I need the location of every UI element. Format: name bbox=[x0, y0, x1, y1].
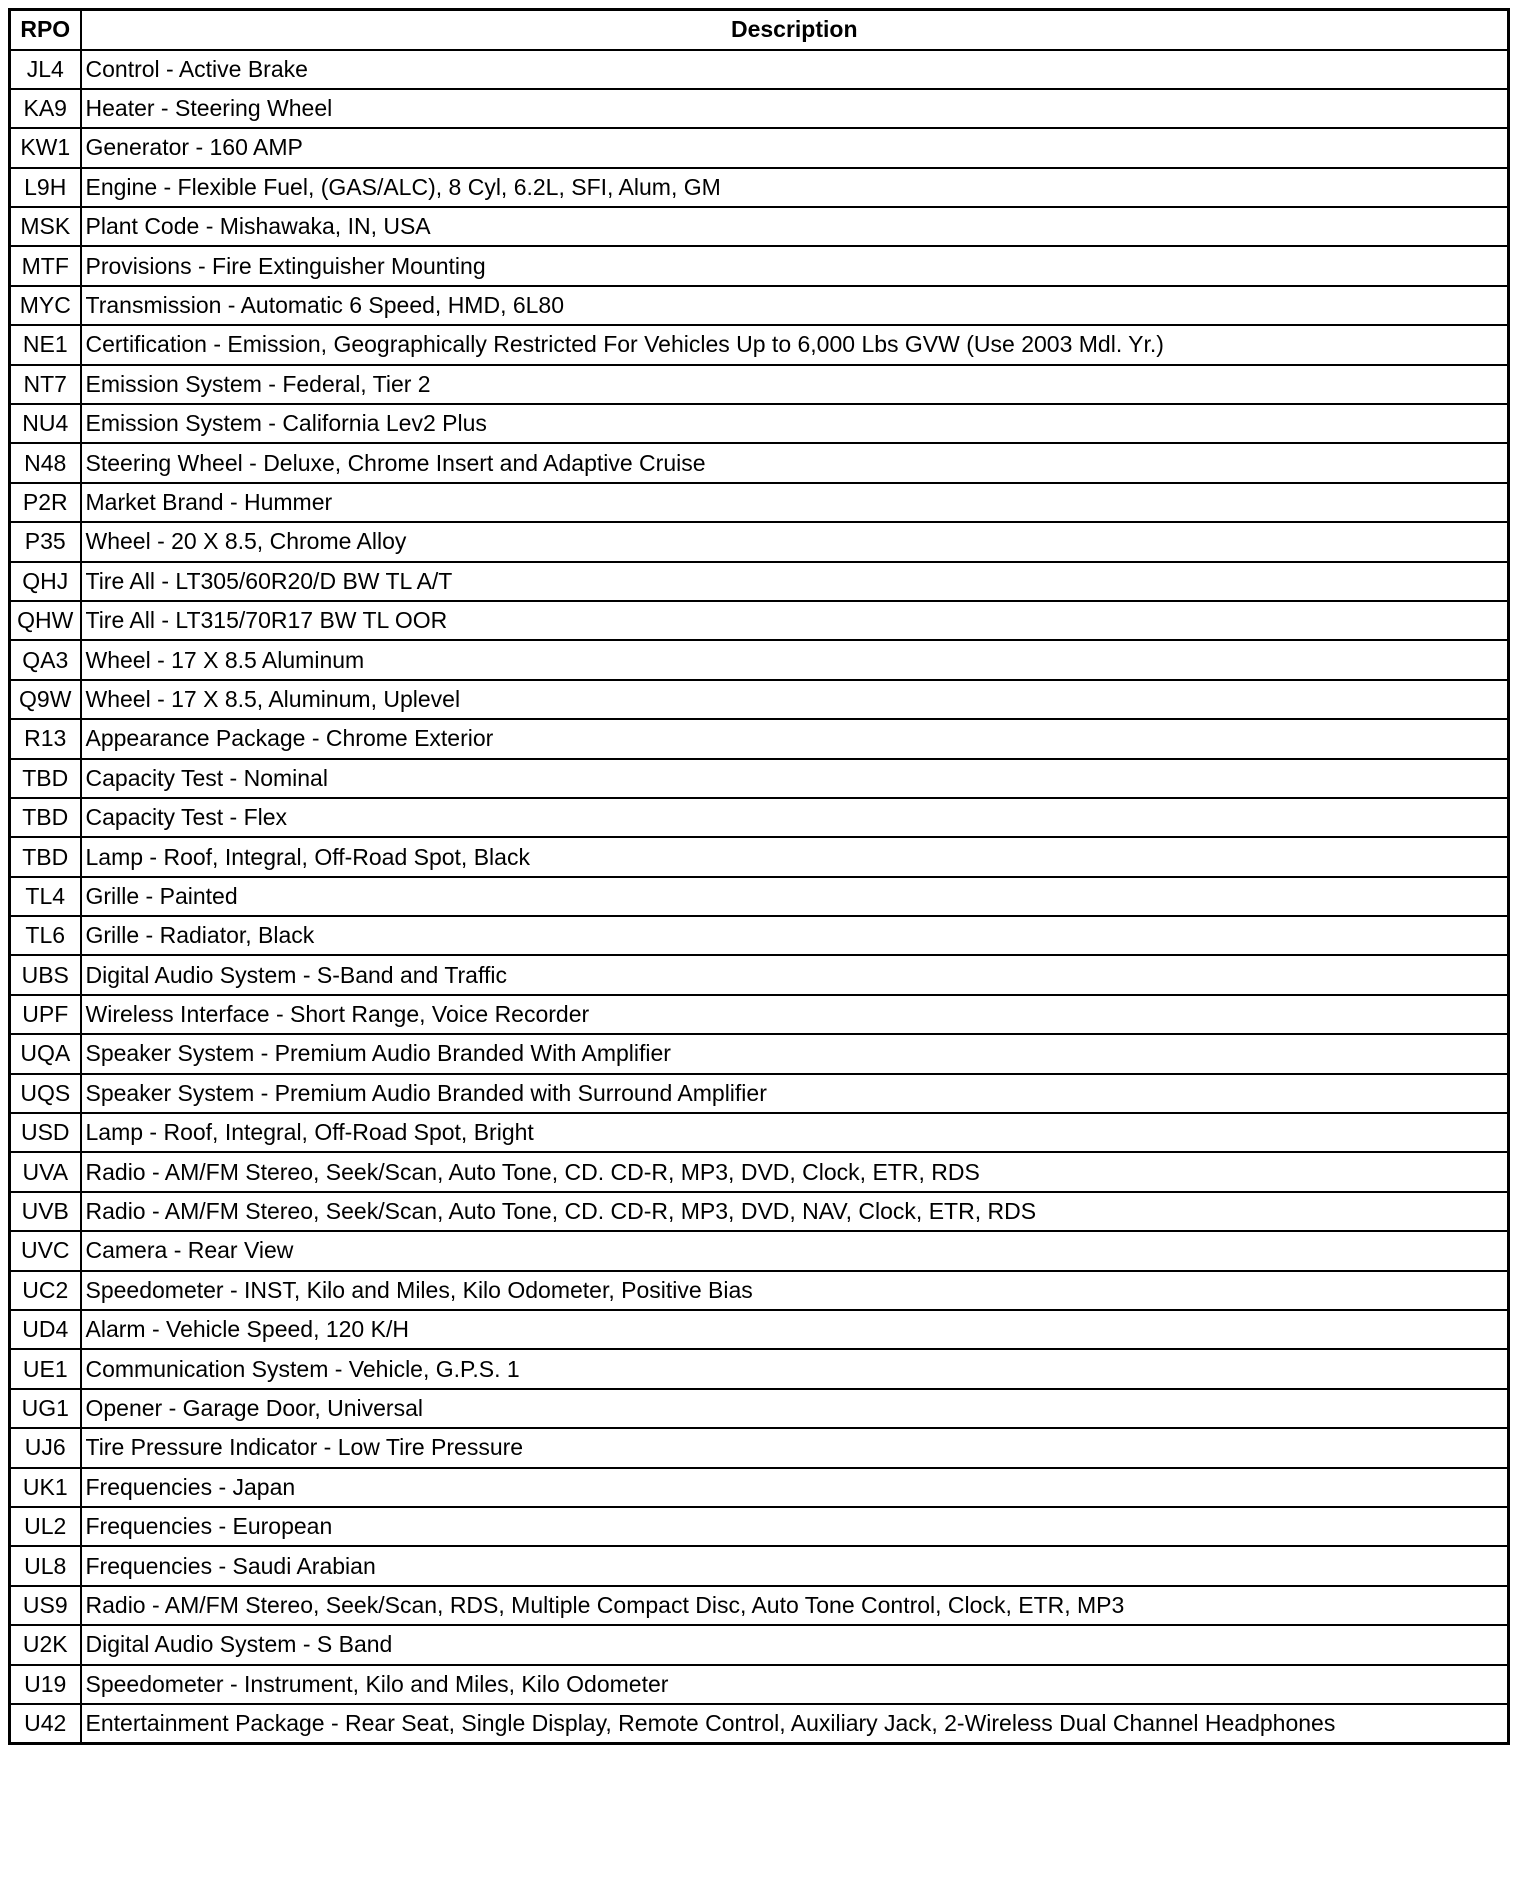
description-cell: Engine - Flexible Fuel, (GAS/ALC), 8 Cyl, 6.2L, SFI, Alum, GM bbox=[81, 168, 1509, 207]
rpo-code-cell: UK1 bbox=[10, 1468, 81, 1507]
description-cell: Tire All - LT315/70R17 BW TL OOR bbox=[81, 601, 1509, 640]
table-row bbox=[10, 286, 1509, 325]
rpo-code-cell: KW1 bbox=[10, 128, 81, 167]
description-cell: Transmission - Automatic 6 Speed, HMD, 6L80 bbox=[81, 286, 1509, 325]
description-cell: Market Brand - Hummer bbox=[81, 483, 1509, 522]
description-cell: Communication System - Vehicle, G.P.S. 1 bbox=[81, 1349, 1509, 1388]
table-row bbox=[10, 1586, 1509, 1625]
description-cell: Alarm - Vehicle Speed, 120 K/H bbox=[81, 1310, 1509, 1349]
table-row bbox=[10, 1546, 1509, 1585]
rpo-code-cell: QHW bbox=[10, 601, 81, 640]
rpo-code-cell: UJ6 bbox=[10, 1428, 81, 1467]
table-row bbox=[10, 89, 1509, 128]
rpo-code-cell: JL4 bbox=[10, 50, 81, 89]
table-body bbox=[10, 50, 1509, 1744]
rpo-code-cell: L9H bbox=[10, 168, 81, 207]
rpo-code-cell: UVB bbox=[10, 1192, 81, 1231]
description-cell: Speaker System - Premium Audio Branded with Surround Amplifier bbox=[81, 1074, 1509, 1113]
table-row bbox=[10, 1074, 1509, 1113]
rpo-code-cell: TBD bbox=[10, 837, 81, 876]
table-row bbox=[10, 955, 1509, 994]
table-row bbox=[10, 1231, 1509, 1270]
table-row bbox=[10, 562, 1509, 601]
description-cell: Generator - 160 AMP bbox=[81, 128, 1509, 167]
description-cell: Appearance Package - Chrome Exterior bbox=[81, 719, 1509, 758]
description-cell: Steering Wheel - Deluxe, Chrome Insert and Adaptive Cruise bbox=[81, 443, 1509, 482]
description-cell: Camera - Rear View bbox=[81, 1231, 1509, 1270]
description-cell: Frequencies - Japan bbox=[81, 1468, 1509, 1507]
rpo-code-cell: U2K bbox=[10, 1625, 81, 1664]
rpo-code-cell: UG1 bbox=[10, 1389, 81, 1428]
rpo-code-cell: KA9 bbox=[10, 89, 81, 128]
rpo-code-cell: QA3 bbox=[10, 640, 81, 679]
description-cell: Provisions - Fire Extinguisher Mounting bbox=[81, 246, 1509, 285]
rpo-code-cell: TL4 bbox=[10, 877, 81, 916]
table-row bbox=[10, 483, 1509, 522]
rpo-code-cell: TBD bbox=[10, 759, 81, 798]
description-cell: Radio - AM/FM Stereo, Seek/Scan, Auto Tone, CD. CD-R, MP3, DVD, NAV, Clock, ETR, RDS bbox=[81, 1192, 1509, 1231]
description-cell: Lamp - Roof, Integral, Off-Road Spot, Bright bbox=[81, 1113, 1509, 1152]
rpo-code-cell: UE1 bbox=[10, 1349, 81, 1388]
rpo-code-cell: UL8 bbox=[10, 1546, 81, 1585]
table-row bbox=[10, 1310, 1509, 1349]
rpo-code-cell: UD4 bbox=[10, 1310, 81, 1349]
rpo-code-cell: UBS bbox=[10, 955, 81, 994]
table-row bbox=[10, 759, 1509, 798]
table-row bbox=[10, 1507, 1509, 1546]
table-row bbox=[10, 1665, 1509, 1704]
rpo-code-cell: UVC bbox=[10, 1231, 81, 1270]
description-cell: Wireless Interface - Short Range, Voice Recorder bbox=[81, 995, 1509, 1034]
rpo-code-cell: U19 bbox=[10, 1665, 81, 1704]
table-row bbox=[10, 404, 1509, 443]
rpo-code-cell: P2R bbox=[10, 483, 81, 522]
table-row bbox=[10, 207, 1509, 246]
table-row bbox=[10, 1428, 1509, 1467]
rpo-code-cell: QHJ bbox=[10, 562, 81, 601]
table-row bbox=[10, 798, 1509, 837]
table-row bbox=[10, 995, 1509, 1034]
rpo-code-cell: P35 bbox=[10, 522, 81, 561]
description-cell: Plant Code - Mishawaka, IN, USA bbox=[81, 207, 1509, 246]
description-cell: Frequencies - European bbox=[81, 1507, 1509, 1546]
description-cell: Speaker System - Premium Audio Branded With Amplifier bbox=[81, 1034, 1509, 1073]
description-cell: Emission System - California Lev2 Plus bbox=[81, 404, 1509, 443]
rpo-code-cell: UQA bbox=[10, 1034, 81, 1073]
rpo-code-cell: NT7 bbox=[10, 365, 81, 404]
rpo-code-cell: Q9W bbox=[10, 680, 81, 719]
description-cell: Emission System - Federal, Tier 2 bbox=[81, 365, 1509, 404]
table-row bbox=[10, 246, 1509, 285]
table-row bbox=[10, 1704, 1509, 1743]
description-cell: Certification - Emission, Geographically Restricted For Vehicles Up to 6,000 Lbs GVW (Use 2003 Mdl. Yr.) bbox=[81, 325, 1509, 364]
table-row bbox=[10, 1192, 1509, 1231]
description-cell: Control - Active Brake bbox=[81, 50, 1509, 89]
rpo-column-header: RPO bbox=[10, 10, 81, 50]
rpo-code-cell: UC2 bbox=[10, 1271, 81, 1310]
description-cell: Radio - AM/FM Stereo, Seek/Scan, Auto Tone, CD. CD-R, MP3, DVD, Clock, ETR, RDS bbox=[81, 1152, 1509, 1191]
description-cell: Grille - Radiator, Black bbox=[81, 916, 1509, 955]
description-cell: Wheel - 17 X 8.5 Aluminum bbox=[81, 640, 1509, 679]
rpo-code-cell: MTF bbox=[10, 246, 81, 285]
description-cell: Wheel - 20 X 8.5, Chrome Alloy bbox=[81, 522, 1509, 561]
table-row bbox=[10, 522, 1509, 561]
table-row bbox=[10, 1389, 1509, 1428]
description-cell: Entertainment Package - Rear Seat, Single Display, Remote Control, Auxiliary Jack, 2-Wireless Dual Channel Headphones bbox=[81, 1704, 1509, 1743]
description-cell: Radio - AM/FM Stereo, Seek/Scan, RDS, Multiple Compact Disc, Auto Tone Control, Clock, ETR, MP3 bbox=[81, 1586, 1509, 1625]
description-cell: Speedometer - INST, Kilo and Miles, Kilo Odometer, Positive Bias bbox=[81, 1271, 1509, 1310]
table-row bbox=[10, 1113, 1509, 1152]
rpo-code-cell: UL2 bbox=[10, 1507, 81, 1546]
description-cell: Tire All - LT305/60R20/D BW TL A/T bbox=[81, 562, 1509, 601]
description-cell: Opener - Garage Door, Universal bbox=[81, 1389, 1509, 1428]
table-row bbox=[10, 365, 1509, 404]
rpo-code-cell: R13 bbox=[10, 719, 81, 758]
table-row bbox=[10, 1152, 1509, 1191]
table-row bbox=[10, 1625, 1509, 1664]
rpo-code-cell: TBD bbox=[10, 798, 81, 837]
description-cell: Digital Audio System - S-Band and Traffic bbox=[81, 955, 1509, 994]
table-row bbox=[10, 1034, 1509, 1073]
table-row bbox=[10, 680, 1509, 719]
table-row bbox=[10, 837, 1509, 876]
table-row bbox=[10, 1349, 1509, 1388]
description-cell: Grille - Painted bbox=[81, 877, 1509, 916]
rpo-code-cell: TL6 bbox=[10, 916, 81, 955]
description-cell: Wheel - 17 X 8.5, Aluminum, Uplevel bbox=[81, 680, 1509, 719]
header-row bbox=[10, 10, 1509, 50]
table-row bbox=[10, 1468, 1509, 1507]
description-cell: Digital Audio System - S Band bbox=[81, 1625, 1509, 1664]
table-row bbox=[10, 1271, 1509, 1310]
description-column-header: Description bbox=[81, 10, 1509, 50]
table-row bbox=[10, 719, 1509, 758]
rpo-code-cell: U42 bbox=[10, 1704, 81, 1743]
table-row bbox=[10, 916, 1509, 955]
table-row bbox=[10, 601, 1509, 640]
table-row bbox=[10, 325, 1509, 364]
table-row bbox=[10, 877, 1509, 916]
table-row bbox=[10, 640, 1509, 679]
table-row bbox=[10, 443, 1509, 482]
table-row bbox=[10, 168, 1509, 207]
description-cell: Frequencies - Saudi Arabian bbox=[81, 1546, 1509, 1585]
rpo-code-cell: MYC bbox=[10, 286, 81, 325]
rpo-code-cell: UVA bbox=[10, 1152, 81, 1191]
rpo-code-cell: US9 bbox=[10, 1586, 81, 1625]
rpo-code-cell: UPF bbox=[10, 995, 81, 1034]
table-row bbox=[10, 128, 1509, 167]
description-cell: Capacity Test - Flex bbox=[81, 798, 1509, 837]
rpo-code-cell: NU4 bbox=[10, 404, 81, 443]
rpo-table bbox=[8, 8, 1510, 1745]
table-row bbox=[10, 50, 1509, 89]
description-cell: Heater - Steering Wheel bbox=[81, 89, 1509, 128]
rpo-code-cell: USD bbox=[10, 1113, 81, 1152]
rpo-code-cell: N48 bbox=[10, 443, 81, 482]
description-cell: Capacity Test - Nominal bbox=[81, 759, 1509, 798]
rpo-code-cell: UQS bbox=[10, 1074, 81, 1113]
description-cell: Tire Pressure Indicator - Low Tire Pressure bbox=[81, 1428, 1509, 1467]
rpo-code-cell: NE1 bbox=[10, 325, 81, 364]
description-cell: Speedometer - Instrument, Kilo and Miles, Kilo Odometer bbox=[81, 1665, 1509, 1704]
rpo-code-cell: MSK bbox=[10, 207, 81, 246]
description-cell: Lamp - Roof, Integral, Off-Road Spot, Black bbox=[81, 837, 1509, 876]
